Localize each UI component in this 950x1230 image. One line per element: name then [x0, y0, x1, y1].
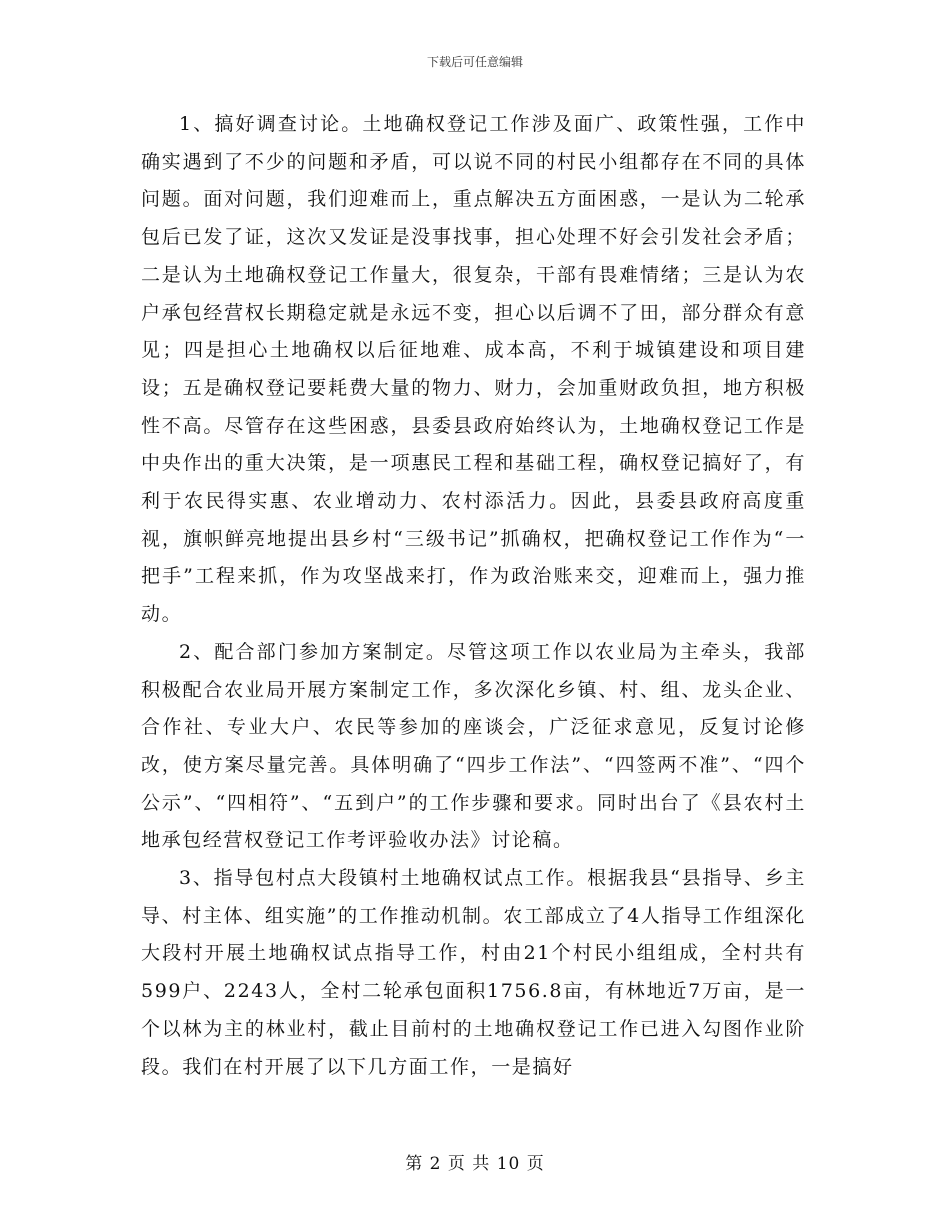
page-number-footer: 第 2 页 共 10 页 — [405, 1154, 545, 1174]
document-body — [141, 106, 806, 1086]
paragraph-3: 3、指导包村点大段镇村土地确权试点工作。根据我县“县指导、乡主导、村主体、组实施”的工作推动机制。农工部成立了4人指导工作组深化大段村开展土地确权试点指导工作，村由21个村民小组组成，全村共有599户、2243人，全村二轮承包面积1756.8亩，有林地近7万亩，是一个以林为主的林业村，截止目前村的土地确权登记工作已进入勾图作业阶段。我们在村开展了以下几方面工作，一是搞好 — [141, 867, 806, 1078]
page-header: 下载后可任意编辑 — [426, 55, 523, 69]
paragraph-2: 2、配合部门参加方案制定。尽管这项工作以农业局为主牵头，我部积极配合农业局开展方案制定工作，多次深化乡镇、村、组、龙头企业、合作社、专业大户、农民等参加的座谈会，广泛征求意见，反复讨论修改，使方案尽量完善。具体明确了“四步工作法”、“四签两不准”、“四个公示”、“四相符”、“五到户”的工作步骤和要求。同时出台了《县农村土地承包经营权登记工作考评验收办法》讨论稿。 — [141, 640, 806, 852]
paragraph-1: 1、搞好调查讨论。土地确权登记工作涉及面广、政策性强，工作中确实遇到了不少的问题和矛盾，可以说不同的村民小组都存在不同的具体问题。面对问题，我们迎难而上，重点解决五方面困惑，一是认为二轮承包后已发了证，这次又发证是没事找事，担心处理不好会引发社会矛盾；二是认为土地确权登记工作量大，很复杂，干部有畏难情绪；三是认为农户承包经营权长期稳定就是永远不变，担心以后调不了田，部分群众有意见；四是担心土地确权以后征地难、成本高，不利于城镇建设和项目建设；五是确权登记要耗费大量的物力、财力，会加重财政负担，地方积极性不高。尽管存在这些困惑，县委县政府始终认为，土地确权登记工作是中央作出的重大决策，是一项惠民工程和基础工程，确权登记搞好了，有利于农民得实惠、农业增动力、农村添活力。因此，县委县政府高度重视，旗帜鲜亮地提出县乡村“三级书记”抓确权，把确权登记工作作为“一把手”工程来抓，作为攻坚战来打，作为政治账来交，迎难而上，强力推动。 — [141, 113, 806, 626]
